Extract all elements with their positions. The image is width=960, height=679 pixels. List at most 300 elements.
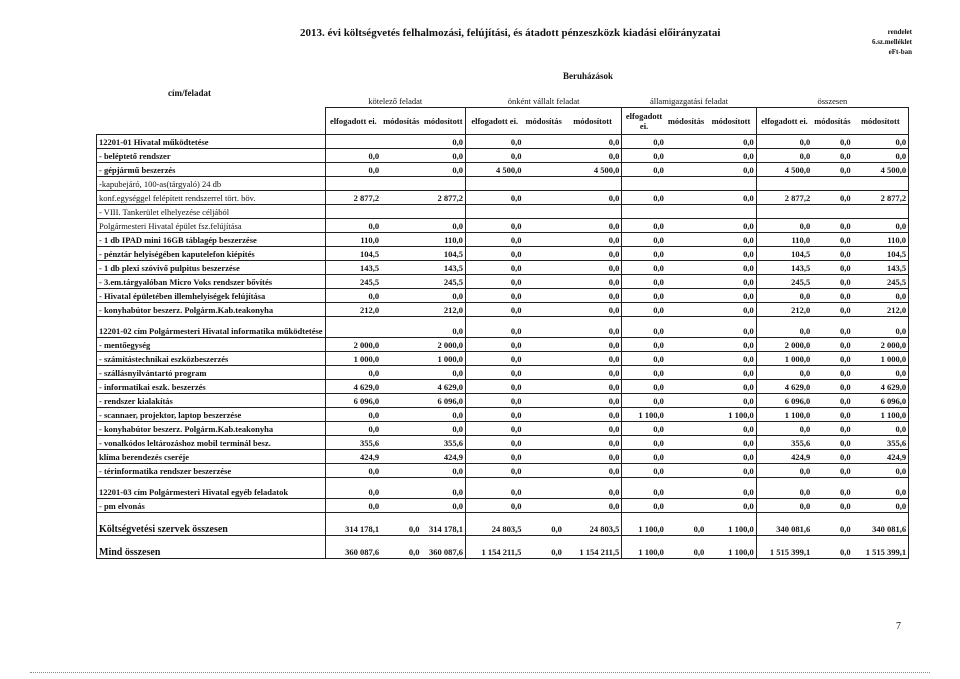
melleklet-label: 6.sz.melléklet: [871, 38, 912, 46]
value-cell: 1 100,0: [706, 408, 756, 422]
row-label: klíma berendezés cseréje: [97, 450, 326, 464]
value-cell: 6 096,0: [325, 394, 381, 408]
row-label: - rendszer kialakítás: [97, 394, 326, 408]
value-cell: 1 000,0: [853, 352, 909, 366]
value-cell: 4 500,0: [853, 163, 909, 177]
value-cell: 0,0: [853, 422, 909, 436]
row-label: - 1 db IPAD mini 16GB táblagép beszerzése: [97, 233, 326, 247]
value-cell: [523, 478, 563, 499]
value-cell: 0,0: [812, 338, 852, 352]
value-cell: [381, 261, 421, 275]
value-cell: 143,5: [325, 261, 381, 275]
value-cell: 0,0: [564, 394, 622, 408]
value-cell: 0,0: [706, 219, 756, 233]
subheader: módosított: [421, 108, 465, 135]
value-cell: 0,0: [325, 219, 381, 233]
row-label: - pénztár helyiségében kaputelefon kiépítés: [97, 247, 326, 261]
value-cell: 0,0: [622, 436, 666, 450]
table-row: [97, 422, 909, 436]
subheader: elfogadott ei.: [622, 108, 666, 135]
value-cell: 0,0: [853, 464, 909, 478]
value-cell: 6 096,0: [421, 394, 465, 408]
value-cell: [325, 317, 381, 338]
value-cell: 4 629,0: [853, 380, 909, 394]
value-cell: 314 178,1: [325, 513, 381, 536]
value-cell: [622, 205, 666, 219]
value-cell: [325, 177, 381, 191]
value-cell: 6 096,0: [756, 394, 812, 408]
value-cell: [381, 478, 421, 499]
value-cell: [381, 177, 421, 191]
value-cell: 0,0: [564, 338, 622, 352]
value-cell: 0,0: [812, 366, 852, 380]
value-cell: 0,0: [706, 317, 756, 338]
subheader: elfogadott ei.: [465, 108, 523, 135]
group-header: kötelező feladat: [325, 93, 465, 108]
table-row: [97, 135, 909, 149]
value-cell: 0,0: [666, 513, 706, 536]
value-cell: 0,0: [706, 499, 756, 513]
page-title: 2013. évi költségvetés felhalmozási, felújítási, és átadott pénzeszközk kiadási előirányzatai: [300, 27, 721, 39]
value-cell: 0,0: [812, 380, 852, 394]
value-cell: [666, 436, 706, 450]
table-row: [97, 352, 909, 366]
value-cell: 0,0: [812, 422, 852, 436]
value-cell: 0,0: [564, 247, 622, 261]
budget-table: [96, 93, 909, 559]
value-cell: 0,0: [622, 450, 666, 464]
value-cell: [756, 205, 812, 219]
value-cell: 4 629,0: [756, 380, 812, 394]
value-cell: 0,0: [523, 536, 563, 559]
value-cell: [381, 436, 421, 450]
value-cell: 0,0: [421, 478, 465, 499]
value-cell: [381, 247, 421, 261]
value-cell: 1 100,0: [622, 408, 666, 422]
value-cell: 0,0: [756, 478, 812, 499]
value-cell: [564, 205, 622, 219]
value-cell: [523, 436, 563, 450]
value-cell: 0,0: [706, 464, 756, 478]
table-row: [97, 464, 909, 478]
value-cell: 0,0: [756, 464, 812, 478]
value-cell: 0,0: [465, 338, 523, 352]
value-cell: 0,0: [325, 478, 381, 499]
value-cell: 0,0: [706, 275, 756, 289]
value-cell: 0,0: [564, 450, 622, 464]
value-cell: [523, 177, 563, 191]
value-cell: 0,0: [523, 513, 563, 536]
value-cell: 0,0: [706, 394, 756, 408]
value-cell: 0,0: [325, 499, 381, 513]
value-cell: 0,0: [325, 464, 381, 478]
value-cell: 110,0: [325, 233, 381, 247]
value-cell: 0,0: [706, 352, 756, 366]
value-cell: 0,0: [465, 149, 523, 163]
value-cell: 0,0: [325, 289, 381, 303]
group-header: államigazgatási feladat: [622, 93, 756, 108]
value-cell: 0,0: [622, 261, 666, 275]
row-label: Költségvetési szervek összesen: [97, 513, 326, 536]
subheader: elfogadott ei.: [756, 108, 812, 135]
value-cell: [523, 303, 563, 317]
value-cell: 0,0: [564, 261, 622, 275]
value-cell: 0,0: [465, 366, 523, 380]
value-cell: [381, 317, 421, 338]
value-cell: 0,0: [564, 317, 622, 338]
value-cell: 0,0: [622, 352, 666, 366]
table-row: [97, 317, 909, 338]
value-cell: [666, 464, 706, 478]
value-cell: 212,0: [325, 303, 381, 317]
value-cell: 0,0: [465, 408, 523, 422]
value-cell: 0,0: [622, 478, 666, 499]
row-label: - szállásnyilvántartó program: [97, 366, 326, 380]
value-cell: 2 000,0: [756, 338, 812, 352]
value-cell: 0,0: [756, 366, 812, 380]
value-cell: 340 081,6: [756, 513, 812, 536]
value-cell: 2 000,0: [421, 338, 465, 352]
row-label: konf.egységgel felépített rendszerrel tört. böv.: [97, 191, 326, 205]
row-label: - beléptető rendszer: [97, 149, 326, 163]
value-cell: 424,9: [421, 450, 465, 464]
value-cell: 0,0: [812, 478, 852, 499]
value-cell: 0,0: [564, 366, 622, 380]
value-cell: [666, 338, 706, 352]
value-cell: 0,0: [465, 464, 523, 478]
value-cell: 1 100,0: [706, 513, 756, 536]
value-cell: 0,0: [812, 191, 852, 205]
unit-label: eFt-ban: [888, 48, 912, 56]
value-cell: 24 803,5: [465, 513, 523, 536]
value-cell: 0,0: [564, 289, 622, 303]
table-row: [97, 233, 909, 247]
value-cell: [381, 422, 421, 436]
value-cell: 0,0: [325, 163, 381, 177]
subheader: módosított: [706, 108, 756, 135]
value-cell: [666, 275, 706, 289]
page-bottom-edge: [30, 672, 930, 673]
value-cell: 0,0: [812, 536, 852, 559]
value-cell: 355,6: [325, 436, 381, 450]
document-reference: [872, 27, 912, 57]
value-cell: [666, 191, 706, 205]
value-cell: [325, 205, 381, 219]
value-cell: 0,0: [706, 380, 756, 394]
value-cell: 0,0: [622, 219, 666, 233]
value-cell: [465, 177, 523, 191]
value-cell: 1 154 211,5: [564, 536, 622, 559]
value-cell: 0,0: [622, 380, 666, 394]
value-cell: 0,0: [706, 289, 756, 303]
value-cell: [666, 422, 706, 436]
value-cell: [666, 149, 706, 163]
table-row: [97, 394, 909, 408]
value-cell: 0,0: [666, 536, 706, 559]
value-cell: 0,0: [756, 289, 812, 303]
value-cell: 143,5: [756, 261, 812, 275]
table-row: [97, 149, 909, 163]
value-cell: [523, 499, 563, 513]
row-label: - 1 db plexi szóvivő pulpitus beszerzése: [97, 261, 326, 275]
value-cell: 0,0: [421, 408, 465, 422]
value-cell: 2 000,0: [853, 338, 909, 352]
section-title: Beruházások: [563, 71, 614, 81]
value-cell: 0,0: [812, 499, 852, 513]
value-cell: 0,0: [564, 233, 622, 247]
value-cell: 0,0: [812, 513, 852, 536]
value-cell: 0,0: [622, 366, 666, 380]
value-cell: 104,5: [853, 247, 909, 261]
table-row: [97, 499, 909, 513]
value-cell: 1 000,0: [756, 352, 812, 366]
value-cell: 0,0: [622, 163, 666, 177]
value-cell: 0,0: [465, 380, 523, 394]
table-row: [97, 191, 909, 205]
table-row: [97, 261, 909, 275]
value-cell: [523, 149, 563, 163]
value-cell: [666, 219, 706, 233]
value-cell: 0,0: [622, 338, 666, 352]
row-label: 12201-02 cím Polgármesteri Hivatal informatika működtetése: [97, 317, 326, 338]
value-cell: 0,0: [706, 366, 756, 380]
value-cell: [421, 205, 465, 219]
value-cell: [381, 205, 421, 219]
value-cell: 0,0: [465, 289, 523, 303]
value-cell: 0,0: [325, 366, 381, 380]
value-cell: [666, 261, 706, 275]
value-cell: 0,0: [812, 303, 852, 317]
value-cell: 355,6: [421, 436, 465, 450]
row-label: - térinformatika rendszer beszerzése: [97, 464, 326, 478]
value-cell: [523, 422, 563, 436]
value-cell: 0,0: [622, 149, 666, 163]
value-cell: 4 500,0: [564, 163, 622, 177]
row-label: - VIII. Tankerület elhelyezése céljából: [97, 205, 326, 219]
value-cell: 4 629,0: [421, 380, 465, 394]
value-cell: 0,0: [465, 478, 523, 499]
value-cell: [381, 135, 421, 149]
value-cell: 0,0: [465, 422, 523, 436]
value-cell: 0,0: [622, 191, 666, 205]
value-cell: [523, 289, 563, 303]
value-cell: [523, 366, 563, 380]
value-cell: [325, 135, 381, 149]
value-cell: 0,0: [381, 513, 421, 536]
value-cell: 212,0: [853, 303, 909, 317]
table-row: [97, 219, 909, 233]
value-cell: 0,0: [706, 303, 756, 317]
value-cell: 0,0: [756, 219, 812, 233]
value-cell: [666, 394, 706, 408]
value-cell: [381, 380, 421, 394]
value-cell: 1 100,0: [756, 408, 812, 422]
value-cell: [666, 478, 706, 499]
value-cell: 0,0: [465, 247, 523, 261]
value-cell: [564, 177, 622, 191]
page-number: 7: [896, 621, 901, 632]
row-label: - mentőegység: [97, 338, 326, 352]
value-cell: 0,0: [812, 464, 852, 478]
value-cell: [381, 464, 421, 478]
value-cell: 0,0: [465, 303, 523, 317]
value-cell: 2 877,2: [756, 191, 812, 205]
value-cell: 0,0: [812, 317, 852, 338]
value-cell: 0,0: [564, 275, 622, 289]
value-cell: 2 877,2: [853, 191, 909, 205]
value-cell: 0,0: [812, 233, 852, 247]
value-cell: [706, 177, 756, 191]
subheader: módosított: [564, 108, 622, 135]
value-cell: 355,6: [756, 436, 812, 450]
value-cell: [381, 275, 421, 289]
value-cell: 0,0: [756, 499, 812, 513]
value-cell: 0,0: [465, 394, 523, 408]
value-cell: [523, 275, 563, 289]
value-cell: 104,5: [756, 247, 812, 261]
value-cell: [666, 366, 706, 380]
value-cell: 1 515 399,1: [756, 536, 812, 559]
table-row: [97, 536, 909, 559]
value-cell: 0,0: [853, 149, 909, 163]
value-cell: 0,0: [421, 289, 465, 303]
value-cell: [666, 135, 706, 149]
value-cell: 0,0: [853, 499, 909, 513]
value-cell: 0,0: [465, 219, 523, 233]
value-cell: 0,0: [325, 149, 381, 163]
value-cell: 1 100,0: [622, 536, 666, 559]
value-cell: 0,0: [706, 450, 756, 464]
value-cell: [666, 408, 706, 422]
group-header: önként vállalt feladat: [465, 93, 621, 108]
value-cell: 0,0: [564, 303, 622, 317]
value-cell: 360 087,6: [421, 536, 465, 559]
value-cell: 0,0: [465, 352, 523, 366]
value-cell: 0,0: [465, 261, 523, 275]
value-cell: 0,0: [622, 275, 666, 289]
rendelet-label: rendelet: [887, 28, 912, 36]
value-cell: 143,5: [421, 261, 465, 275]
row-label: - gépjármű beszerzés: [97, 163, 326, 177]
row-label: - Hivatal épületében illemhelyiségek felújítása: [97, 289, 326, 303]
value-cell: 0,0: [812, 135, 852, 149]
value-cell: [523, 233, 563, 247]
value-cell: 0,0: [325, 408, 381, 422]
value-cell: 0,0: [381, 536, 421, 559]
value-cell: 0,0: [812, 394, 852, 408]
value-cell: 0,0: [421, 149, 465, 163]
table-row: [97, 366, 909, 380]
value-cell: 0,0: [706, 135, 756, 149]
value-cell: 0,0: [756, 422, 812, 436]
value-cell: 1 100,0: [853, 408, 909, 422]
value-cell: 0,0: [421, 464, 465, 478]
value-cell: 0,0: [465, 191, 523, 205]
value-cell: 0,0: [812, 436, 852, 450]
value-cell: [666, 499, 706, 513]
value-cell: [523, 135, 563, 149]
value-cell: 0,0: [756, 149, 812, 163]
value-cell: 0,0: [564, 352, 622, 366]
value-cell: [812, 205, 852, 219]
table-row: [97, 408, 909, 422]
table-row: [97, 380, 909, 394]
value-cell: 245,5: [756, 275, 812, 289]
row-label: - 3.em.tárgyalóban Micro Voks rendszer bővítés: [97, 275, 326, 289]
value-cell: 110,0: [853, 233, 909, 247]
value-cell: 0,0: [564, 380, 622, 394]
group-header: összesen: [756, 93, 908, 108]
value-cell: 1 100,0: [706, 536, 756, 559]
value-cell: 0,0: [622, 464, 666, 478]
value-cell: 0,0: [465, 436, 523, 450]
value-cell: [381, 352, 421, 366]
value-cell: [381, 366, 421, 380]
value-cell: 0,0: [622, 394, 666, 408]
value-cell: [622, 177, 666, 191]
value-cell: 0,0: [421, 366, 465, 380]
value-cell: [523, 408, 563, 422]
value-cell: 0,0: [622, 247, 666, 261]
value-cell: 2 877,2: [325, 191, 381, 205]
table-row: [97, 205, 909, 219]
value-cell: 424,9: [853, 450, 909, 464]
value-cell: [523, 163, 563, 177]
value-cell: [523, 247, 563, 261]
value-cell: 0,0: [853, 478, 909, 499]
value-cell: 0,0: [564, 436, 622, 450]
value-cell: [381, 394, 421, 408]
value-cell: [523, 380, 563, 394]
value-cell: 0,0: [564, 464, 622, 478]
subheader: módosítás: [523, 108, 563, 135]
value-cell: 4 500,0: [465, 163, 523, 177]
value-cell: 4 629,0: [325, 380, 381, 394]
value-cell: 4 500,0: [756, 163, 812, 177]
table-row: [97, 303, 909, 317]
value-cell: 0,0: [812, 149, 852, 163]
value-cell: 0,0: [706, 149, 756, 163]
subheader: módosítás: [812, 108, 852, 135]
row-label: - konyhabútor beszerz. Polgárm.Kab.teakonyha: [97, 303, 326, 317]
table-row: [97, 177, 909, 191]
value-cell: 0,0: [622, 233, 666, 247]
value-cell: 0,0: [853, 366, 909, 380]
value-cell: 0,0: [421, 163, 465, 177]
value-cell: 424,9: [325, 450, 381, 464]
cim-feladat-header: cím/feladat: [168, 88, 211, 98]
value-cell: [666, 289, 706, 303]
value-cell: [666, 205, 706, 219]
value-cell: 0,0: [853, 135, 909, 149]
value-cell: 0,0: [812, 219, 852, 233]
value-cell: 314 178,1: [421, 513, 465, 536]
value-cell: 0,0: [706, 338, 756, 352]
value-cell: [381, 191, 421, 205]
value-cell: 0,0: [421, 219, 465, 233]
value-cell: [523, 464, 563, 478]
table-row: [97, 513, 909, 536]
value-cell: [523, 219, 563, 233]
table-row: [97, 163, 909, 177]
value-cell: 0,0: [812, 163, 852, 177]
value-cell: [666, 303, 706, 317]
value-cell: 0,0: [706, 191, 756, 205]
value-cell: 0,0: [812, 275, 852, 289]
value-cell: 355,6: [853, 436, 909, 450]
value-cell: [381, 163, 421, 177]
value-cell: 24 803,5: [564, 513, 622, 536]
